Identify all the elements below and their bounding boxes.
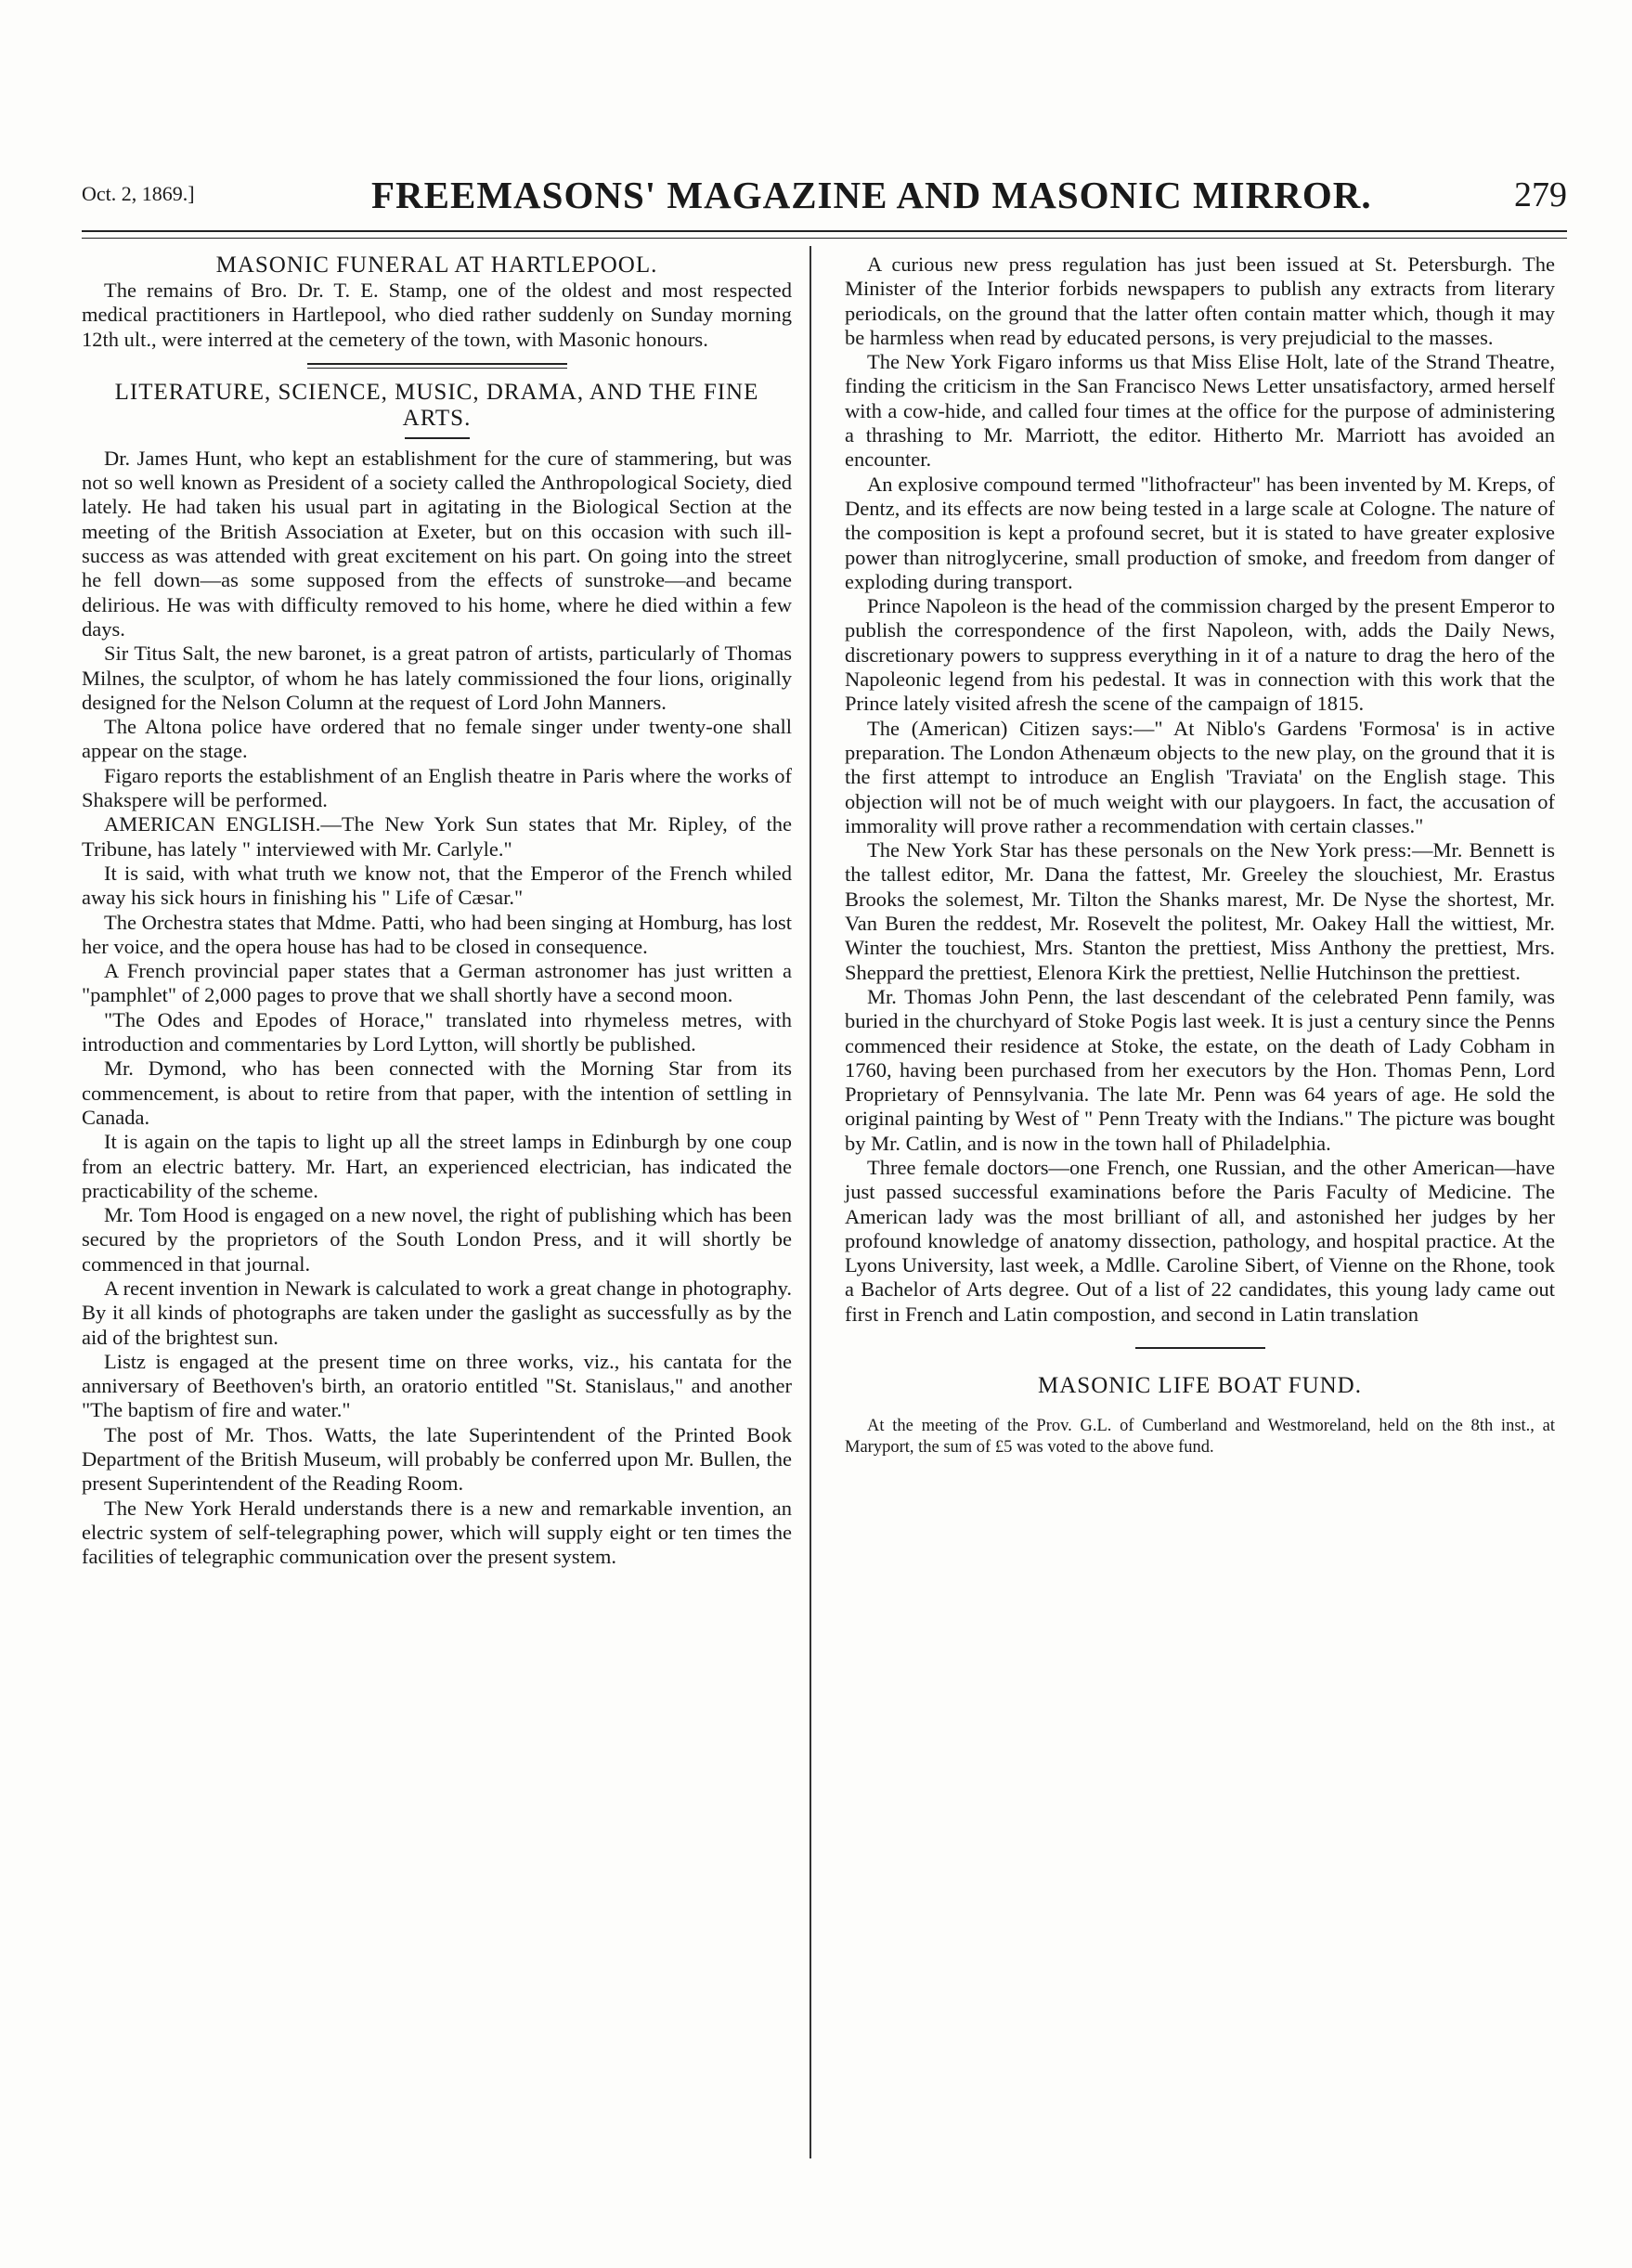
article-paragraph: Mr. Thomas John Penn, the last descendant of the celebrated Penn family, was buried in the churchyard of Stoke Pogis last week. It is just a century since the Penns commenced their residence at Stoke, the estate, on the death of Lady Cobham in 1760, having been purchased from her executors by the Hon. Thomas Penn, Lord Proprietary of Pennsylvania. The late Mr. Penn was 64 years of age. He sold the original painting by West of " Penn Treaty with the Indians." The picture was bought by Mr. Catlin, and is now in the town hall of Philadelphia. xyxy=(845,984,1555,1155)
header-rule xyxy=(82,230,1567,232)
article-paragraph: The post of Mr. Thos. Watts, the late Superintendent of the Printed Book Department of the British Museum, will probably be conferred upon Mr. Bullen, the present Superintendent of the Reading Room. xyxy=(82,1422,792,1496)
article-paragraph: An explosive compound termed "lithofracteur" has been invented by M. Kreps, of Dentz, and its effects are now being tested in a large scale at Cologne. The nature of the composition is kept a profound secret, but it is stated to have greater explosive power than nitroglycerine, small production of smoke, and freedom from danger of exploding during transport. xyxy=(845,472,1555,593)
article-paragraph: At the meeting of the Prov. G.L. of Cumberland and Westmoreland, held on the 8th inst., at Maryport, the sum of £5 was voted to the above fund. xyxy=(845,1417,1555,1458)
article-paragraph: It is again on the tapis to light up all the street lamps in Edinburgh by one coup from an electric battery. Mr. Hart, an experienced electrician, has indicated the practicability of the scheme. xyxy=(82,1130,792,1202)
issue-date: Oct. 2, 1869.] xyxy=(82,182,195,205)
article-paragraph: The remains of Bro. Dr. T. E. Stamp, one of the oldest and most respected medical practitioners in Hartlepool, who died rather suddenly on Sunday morning 12th ult., were interred at the cemetery of the town, with Masonic honours. xyxy=(82,279,792,351)
article-paragraph: It is said, with what truth we know not, that the Emperor of the French whiled away his sick hours in finishing his " Life of Cæsar." xyxy=(82,861,792,910)
article-paragraph: Three female doctors—one French, one Russian, and the other American—have just passed successful examinations before the Paris Faculty of Medicine. The American lady was the most brilliant of all, and astonished her judges by her profound knowledge of anatomy dissection, pathology, and hospital practice. At the Lyons University, last week, a Mdlle. Caroline Sibert, of Vienne on the Rhone, took a Bachelor of Arts degree. Out of a list of 22 candidates, this young lady came out first in French and Latin compostion, and second in Latin translation xyxy=(845,1155,1555,1326)
page-header xyxy=(82,165,1567,221)
article-paragraph: A recent invention in Newark is calculated to work a great change in photography. By it all kinds of photographs are taken under the gaslight as successfully as by the aid of the brightest sun. xyxy=(82,1276,792,1349)
article-paragraph: The New York Figaro informs us that Miss Elise Holt, late of the Strand Theatre, finding the criticism in the San Francisco News Letter unsatisfactory, armed herself with a cow-hide, and called four times at the office for the purpose of administering a thrashing to Mr. Marriott, the editor. Hitherto Mr. Marriott has avoided an encounter. xyxy=(845,350,1555,472)
article-paragraph: A curious new press regulation has just been issued at St. Petersburgh. The Minister of the Interior forbids newspapers to publish any extracts from literary periodicals, on the ground that the latter often contain matter which, though it may be harmless when read by educated persons, is very prejudicial to the masses. xyxy=(845,253,1555,349)
article-paragraph: Dr. James Hunt, who kept an establishment for the cure of stammering, but was not so well known as President of a society called the Anthropological Society, died lately. He had taken his usual part in agitating in the Biological Section at the meeting of the British Association at Exeter, but on this occasion with such ill-success as was attended with great excitement on his part. On going into the street he fell down—as some supposed from the effects of sunstroke—and became delirious. He was with difficulty removed to his home, where he died within a few days. xyxy=(82,446,792,641)
article-paragraph: The New York Star has these personals on the New York press:—Mr. Bennett is the tallest editor, Mr. Dana the fattest, Mr. Greeley the slouchiest, Mr. Erastus Brooks the solemest, Mr. Tilton the Shanks marest, Mr. De Nyse the shortest, Mr. Van Buren the reddest, Mr. Rosevelt the politest, Mr. Oakey Hall the wittiest, Mr. Winter the touchiest, Mrs. Stanton the prettiest, Miss Anthony the prettiest, Mrs. Sheppard the prettiest, Elenora Kirk the prettiest, Nellie Hutchinson the prettiest. xyxy=(845,838,1555,984)
magazine-title: FREEMASONS' MAGAZINE AND MASONIC MIRROR. xyxy=(371,174,1372,216)
left-column xyxy=(82,253,792,1570)
article-paragraph: The New York Herald understands there is a new and remarkable invention, an electric system of self-telegraphing power, which will supply eight or ten times the facilities of telegraphic communication over the present system. xyxy=(82,1496,792,1569)
header-rule-thin xyxy=(82,238,1567,239)
article-paragraph: Figaro reports the establishment of an English theatre in Paris where the works of Shakspere will be performed. xyxy=(82,763,792,812)
article-paragraph: Mr. Tom Hood is engaged on a new novel, the right of publishing which has been secured by the proprietors of the South London Press, and it will shortly be commenced in that journal. xyxy=(82,1203,792,1276)
heading-rule xyxy=(405,437,470,439)
section-divider xyxy=(1135,1347,1265,1349)
article-paragraph: Listz is engaged at the present time on three works, viz., his cantata for the anniversary of Beethoven's birth, an oratorio entitled "St. Stanislaus," and another "The baptism of fire and water." xyxy=(82,1349,792,1422)
lifeboat-heading: MASONIC LIFE BOAT FUND. xyxy=(1038,1373,1362,1399)
funeral-heading: MASONIC FUNERAL AT HARTLEPOOL. xyxy=(215,253,658,278)
article-paragraph: "The Odes and Epodes of Horace," translated into rhymeless metres, with introduction and commentaries by Lord Lytton, will shortly be published. xyxy=(82,1007,792,1056)
literature-heading: LITERATURE, SCIENCE, MUSIC, DRAMA, AND THE FINE ARTS. xyxy=(114,379,759,431)
article-paragraph: The Altona police have ordered that no female singer under twenty-one shall appear on the stage. xyxy=(82,715,792,763)
article-paragraph: The Orchestra states that Mdme. Patti, who had been singing at Homburg, has lost her voice, and the opera house has had to be closed in consequence. xyxy=(82,910,792,958)
article-paragraph: Mr. Dymond, who has been connected with the Morning Star from its commencement, is about to retire from that paper, with the intention of settling in Canada. xyxy=(82,1056,792,1129)
column-divider xyxy=(810,246,811,2158)
article-paragraph: Sir Titus Salt, the new baronet, is a great patron of artists, particularly of Thomas Milnes, the sculptor, of whom he has lately commissioned the four lions, originally designed for the Nelson Column at the request of Lord John Manners. xyxy=(82,642,792,714)
article-paragraph: The (American) Citizen says:—" At Niblo's Gardens 'Formosa' is in active preparation. The London Athenæum objects to the new play, on the ground that it is the first attempt to introduce an English 'Traviata' on the English stage. This objection will not be of much weight with our playgoers. In fact, the accusation of immorality will prove rather a recommendation with certain classes." xyxy=(845,716,1555,837)
article-paragraph: Prince Napoleon is the head of the commission charged by the present Emperor to publish the correspondence of the first Napoleon, with, adds the Daily News, discretionary powers to suppress everything in it of a nature to drag the hero of the Napoleonic legend from his pedestal. It was in connection with this work that the Prince lately visited afresh the scene of the campaign of 1815. xyxy=(845,594,1555,716)
right-column xyxy=(845,253,1555,1458)
section-divider xyxy=(307,363,567,369)
article-paragraph: A French provincial paper states that a German astronomer has just written a "pamphlet" of 2,000 pages to prove that we shall shortly have a second moon. xyxy=(82,959,792,1007)
page-number: 279 xyxy=(1514,175,1567,214)
article-paragraph: AMERICAN ENGLISH.—The New York Sun states that Mr. Ripley, of the Tribune, has lately " interviewed with Mr. Carlyle." xyxy=(82,812,792,861)
